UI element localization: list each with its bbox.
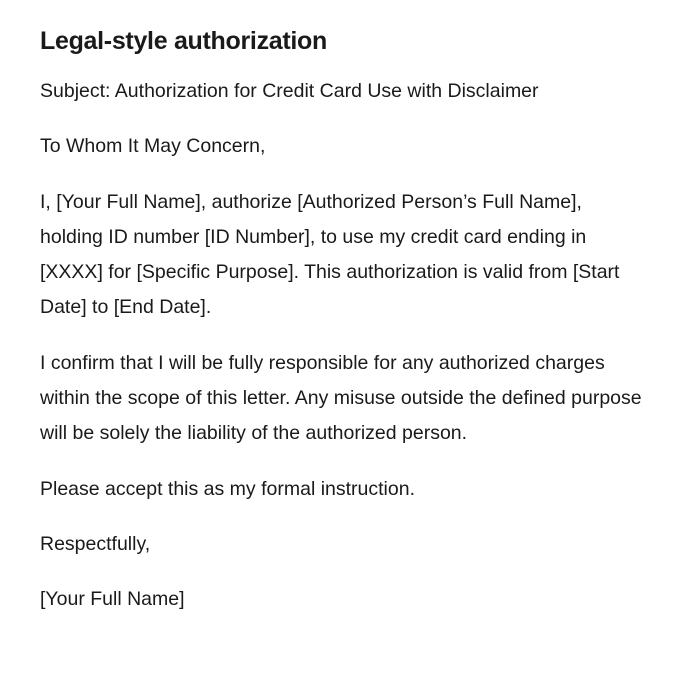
authorization-paragraph: I, [Your Full Name], authorize [Authorized Person’s Full Name], holding ID number [ID Number], to use my credit card ending in [XXXX] for [Specific Purpose]. This authorization is valid from [Start Date] to [End Date]. xyxy=(40,190,620,319)
subject-line: Subject: Authorization for Credit Card Use with Disclaimer xyxy=(40,80,539,102)
responsibility-paragraph: I confirm that I will be fully responsible for any authorized charges within the scope of this letter. Any misuse outside the defined purpose will be solely the liability of the authorized person. xyxy=(40,351,642,445)
instruction-paragraph: Please accept this as my formal instruction. xyxy=(40,477,415,500)
closing: Respectfully, xyxy=(40,532,151,555)
signature-name: [Your Full Name] xyxy=(40,588,185,611)
document-title: Legal-style authorization xyxy=(40,27,327,55)
salutation: To Whom It May Concern, xyxy=(40,135,266,158)
